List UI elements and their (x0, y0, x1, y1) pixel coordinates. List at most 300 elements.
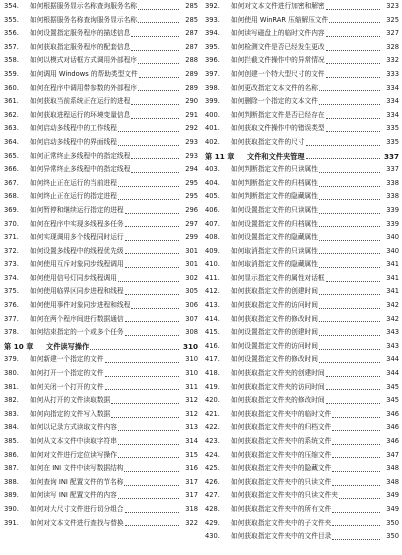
toc-entry (205, 218, 399, 232)
toc-entry (4, 122, 198, 136)
leader-dots (138, 62, 179, 64)
page-number: 293 (185, 137, 198, 146)
entry-number: 420. (205, 396, 220, 405)
page-number: 285 (185, 15, 198, 24)
leader-dots (105, 375, 179, 377)
entry-title: 如何使用信号灯同步线程调用 (30, 273, 117, 282)
entry-number: 361. (4, 97, 19, 106)
toc-entry (205, 381, 399, 395)
entry-title: 如何设置指定文件的只读属性 (231, 205, 318, 214)
entry-title: 如何更改指定文本文件的名称 (231, 83, 318, 92)
entry-number: 407. (205, 219, 220, 228)
leader-dots (125, 266, 179, 268)
entry-title: 如何获取指定文件夹中的文件目录 (231, 532, 332, 541)
entry-title: 如何终止正在运行的当前进程 (30, 178, 117, 187)
page-number: 293 (185, 151, 198, 160)
entry-title: 如何删除一个指定的文本文件 (231, 97, 318, 106)
leader-dots (332, 524, 380, 526)
toc-entry (4, 503, 198, 517)
entry-title: 如何获取指定文件的创建时间 (231, 287, 318, 296)
toc-entry (4, 381, 198, 395)
entry-number: 392. (205, 2, 220, 10)
page-number: 339 (386, 205, 399, 214)
toc-entry (205, 313, 399, 327)
page-number: 285 (185, 2, 198, 10)
page-number: 328 (386, 42, 399, 51)
toc-entry (4, 218, 198, 232)
toc-entry (4, 82, 198, 96)
page-number: 337 (386, 165, 399, 174)
page-number: 343 (386, 341, 399, 350)
entry-title: 如何向指定的文件写入数据 (30, 409, 111, 418)
leader-dots (326, 130, 380, 132)
toc-entry (205, 517, 399, 531)
entry-number: 356. (4, 29, 19, 38)
chapter-heading (205, 150, 399, 164)
toc-entry (4, 177, 198, 191)
toc-entry (4, 258, 198, 272)
entry-number: 393. (205, 15, 220, 24)
page-number: 323 (386, 2, 399, 10)
leader-dots (125, 320, 179, 322)
leader-dots (118, 280, 179, 282)
page-number: 288 (185, 56, 198, 65)
toc-entry (205, 204, 399, 218)
entry-title: 如何正常终止多线程中的指定线程 (30, 151, 131, 160)
entry-title: 如何拦截文件操作中的异常情况 (231, 56, 325, 65)
entry-title: 如何使用事件对象同步进程和线程 (30, 301, 131, 310)
leader-dots (319, 348, 380, 350)
entry-number: 371. (4, 233, 19, 242)
entry-title: 如何使用互斥对象同步线程调用 (30, 260, 124, 269)
chapter-heading (4, 340, 198, 354)
entry-number: 404. (205, 178, 220, 187)
entry-title: 如何设置多线程中的线程优先级 (30, 246, 124, 255)
chapter-title: 文件和文件夹管理 (247, 151, 305, 161)
page-number: 317 (185, 477, 198, 486)
toc-entry (4, 517, 198, 531)
entry-number: 419. (205, 382, 220, 391)
entry-title: 如何从文本文件中读取字符串 (30, 437, 117, 445)
entry-number: 379. (4, 355, 19, 364)
toc-entry (205, 408, 399, 422)
toc-entry (4, 14, 198, 28)
leader-dots (131, 307, 179, 309)
page-number: 311 (185, 382, 198, 391)
leader-dots (131, 157, 179, 159)
toc-entry (4, 462, 198, 476)
entry-number: 417. (205, 355, 220, 364)
leader-dots (118, 429, 179, 431)
entry-title: 如何对文本文件进行加密和解密 (231, 2, 325, 10)
entry-number: 364. (4, 137, 19, 146)
leader-dots (139, 76, 179, 78)
entry-number: 370. (4, 219, 19, 228)
entry-number: 381. (4, 382, 19, 391)
entry-number: 403. (205, 165, 220, 174)
leader-dots (326, 280, 380, 282)
entry-title: 如何显示指定文件的属性对话框 (231, 273, 325, 282)
toc-entry (4, 449, 198, 463)
page-number: 343 (386, 328, 399, 337)
leader-dots (105, 361, 179, 363)
leader-dots (118, 198, 179, 200)
page-number: 296 (185, 205, 198, 214)
toc-entry (4, 326, 198, 340)
leader-dots (326, 402, 380, 404)
leader-dots (319, 103, 380, 105)
entry-number: 384. (4, 423, 19, 432)
toc-entry (205, 272, 399, 286)
entry-title: 如何使用临界区同步进程和线程 (30, 287, 124, 296)
entry-number: 424. (205, 450, 220, 459)
page-number: 301 (185, 260, 198, 269)
toc-entry (205, 435, 399, 449)
page-number: 341 (386, 287, 399, 296)
page-number: 297 (185, 219, 198, 228)
toc-entry (205, 299, 399, 313)
page-number: 350 (386, 532, 399, 541)
toc-entry (4, 109, 198, 123)
entry-title: 如何在程序中调用带参数的外部程序 (30, 83, 137, 92)
toc-entry (205, 421, 399, 435)
leader-dots (319, 198, 380, 200)
entry-title: 如何获取文件操作中的错误类型 (231, 124, 325, 133)
toc-entry (205, 41, 399, 55)
page-number: 312 (185, 409, 198, 418)
entry-title: 如何异常终止多线程中的指定线程 (30, 165, 131, 174)
leader-dots (306, 144, 380, 146)
page-number: 344 (386, 355, 399, 364)
entry-title: 如何读写 INI 配置文件的内容 (30, 491, 117, 500)
entry-title: 如何检测文件是否已经发生更改 (231, 42, 325, 51)
toc-entry (4, 408, 198, 422)
page-number: 312 (185, 396, 198, 405)
entry-title: 如何新建一个指定的文件 (30, 355, 104, 364)
leader-dots (326, 62, 380, 64)
page-number: 291 (185, 110, 198, 119)
page-number: 289 (185, 83, 198, 92)
leader-dots (131, 171, 179, 173)
page-number: 290 (185, 97, 198, 106)
entry-number: 391. (4, 518, 19, 527)
entry-title: 如何以记录方式读取文件内容 (30, 423, 117, 432)
toc-entry (205, 449, 399, 463)
toc-entry (4, 190, 198, 204)
entry-title: 如何获取指定文件夹中的隐藏文件 (231, 464, 332, 473)
page-number: 347 (386, 450, 399, 459)
leader-dots (111, 402, 179, 404)
page-number: 322 (185, 518, 198, 527)
toc-entry (4, 204, 198, 218)
toc-entry (4, 489, 198, 503)
toc-entry (4, 353, 198, 367)
leader-dots (326, 76, 380, 78)
entry-number: 394. (205, 29, 220, 38)
leader-dots (125, 293, 179, 295)
entry-title: 如何在程序中实现多线程多任务 (30, 219, 124, 228)
toc-entry (205, 462, 399, 476)
toc-right-column (205, 0, 399, 544)
leader-dots (131, 103, 179, 105)
entry-number: 390. (4, 504, 19, 513)
entry-title: 如何查询 INI 配置文件的节名称 (30, 477, 124, 486)
entry-number: 387. (4, 464, 19, 473)
page-number: 334 (386, 97, 399, 106)
page-number: 289 (185, 69, 198, 78)
entry-title: 如何从打开的文件读取数据 (30, 396, 111, 405)
page-number: 315 (185, 450, 198, 459)
leader-dots (326, 8, 380, 10)
entry-title: 如何启动多线程中的工作线程 (30, 124, 117, 133)
entry-number: 428. (205, 504, 220, 513)
entry-title: 如何获取指定文件夹的访问时间 (231, 382, 325, 391)
page-number: 334 (386, 83, 399, 92)
entry-title: 如何实现调用多个线程同时运行 (30, 233, 124, 242)
leader-dots (306, 157, 380, 159)
entry-title: 如何关闭一个打开的文件 (30, 382, 104, 391)
page-number: 310 (185, 369, 198, 378)
entry-title: 如何取消指定文件的只读属性 (231, 246, 318, 255)
page-number: 338 (386, 192, 399, 201)
leader-dots (319, 293, 380, 295)
leader-dots (332, 456, 380, 458)
leader-dots (329, 21, 380, 23)
toc-entry (205, 14, 399, 28)
entry-title: 如何判断指定文件的只读属性 (231, 165, 318, 174)
leader-dots (332, 416, 380, 418)
leader-dots (118, 185, 179, 187)
page-number: 342 (386, 314, 399, 323)
entry-title: 如何获取指定文件夹中的系统文件 (231, 437, 332, 445)
entry-number: 362. (4, 110, 19, 119)
toc-left-column (4, 0, 198, 530)
leader-dots (131, 49, 179, 51)
entry-title: 如何获取指定文件夹的创建时间 (231, 369, 325, 378)
entry-number: 354. (4, 2, 19, 10)
toc-entry (4, 54, 198, 68)
entry-number: 418. (205, 369, 220, 378)
entry-title: 如何获取进程运行的环境变量信息 (30, 110, 131, 119)
entry-title: 如何获取指定文件夹的修改时间 (231, 396, 325, 405)
entry-number: 411. (205, 273, 220, 282)
toc-entry (205, 0, 399, 14)
page-number: 299 (185, 233, 198, 242)
toc-entry (4, 421, 198, 435)
toc-entry (205, 136, 399, 150)
entry-title: 如何获取指定服务程序的配套信息 (30, 42, 131, 51)
entry-number: 388. (4, 477, 19, 486)
page-number: 338 (386, 178, 399, 187)
page-number: 333 (386, 69, 399, 78)
entry-number: 415. (205, 328, 220, 337)
toc-entry (205, 163, 399, 177)
leader-dots (326, 35, 380, 37)
page-number: 287 (185, 42, 198, 51)
leader-dots (326, 117, 380, 119)
leader-dots (319, 225, 380, 227)
entry-number: 414. (205, 314, 220, 323)
entry-title: 如何暂停和继续运行指定的进程 (30, 205, 124, 214)
entry-number: 372. (4, 246, 19, 255)
toc-entry (4, 313, 198, 327)
toc-entry (205, 68, 399, 82)
entry-number: 376. (4, 301, 19, 310)
entry-number: 357. (4, 42, 19, 51)
chapter-title: 文件读写操作 (46, 341, 90, 351)
entry-number: 405. (205, 192, 220, 201)
entry-title: 如何设置指定文件的归档属性 (231, 219, 318, 228)
entry-number: 427. (205, 491, 220, 500)
page-number: 310 (185, 355, 198, 364)
entry-number: 421. (205, 409, 220, 418)
entry-title: 如何获取指定文件夹中的子文件夹 (231, 518, 332, 527)
leader-dots (138, 21, 179, 23)
toc-entry (4, 231, 198, 245)
entry-number: 367. (4, 178, 19, 187)
entry-number: 429. (205, 518, 220, 527)
page-number: 327 (386, 29, 399, 38)
leader-dots (339, 497, 380, 499)
entry-title: 如何结束指定的一个或多个任务 (30, 328, 124, 337)
entry-number: 412. (205, 287, 220, 296)
toc-entry (4, 95, 198, 109)
entry-number: 377. (4, 314, 19, 323)
page-number: 317 (185, 491, 198, 500)
page-number: 318 (185, 504, 198, 513)
leader-dots (111, 416, 179, 418)
page-number: 287 (185, 29, 198, 38)
toc-entry (205, 190, 399, 204)
entry-number: 389. (4, 491, 19, 500)
leader-dots (319, 185, 380, 187)
toc-entry (205, 27, 399, 41)
leader-dots (125, 252, 179, 254)
page-number: 314 (185, 437, 198, 445)
entry-number: 406. (205, 205, 220, 214)
leader-dots (90, 348, 179, 350)
entry-number: 355. (4, 15, 19, 24)
toc-entry (205, 367, 399, 381)
entry-number: 382. (4, 396, 19, 405)
toc-entry (205, 489, 399, 503)
page-number: 339 (386, 219, 399, 228)
page-number: 294 (185, 165, 198, 174)
leader-dots (118, 130, 179, 132)
toc-entry (4, 272, 198, 286)
entry-title: 如何创建一个特大型尺寸的文件 (231, 69, 325, 78)
entry-number: 398. (205, 83, 220, 92)
entry-title: 如何获取指定文件夹中的只读文件 (231, 477, 332, 486)
leader-dots (326, 375, 380, 377)
page-number: 292 (185, 124, 198, 133)
entry-title: 如何设置指定服务程序的描述信息 (30, 29, 131, 38)
toc-entry (4, 163, 198, 177)
entry-number: 422. (205, 423, 220, 432)
toc-entry (4, 285, 198, 299)
entry-title: 如何根据服务显示名称查询服务名称 (30, 2, 137, 10)
page-number: 345 (386, 396, 399, 405)
entry-title: 如何判断指定文件的归档属性 (231, 178, 318, 187)
entry-title: 如何获取指定文件的访问时间 (231, 301, 318, 310)
leader-dots (319, 252, 380, 254)
leader-dots (332, 538, 380, 540)
leader-dots (125, 524, 179, 526)
page-number: 301 (185, 246, 198, 255)
leader-dots (125, 239, 179, 241)
leader-dots (118, 144, 179, 146)
entry-number: 386. (4, 450, 19, 459)
page-number: 344 (386, 369, 399, 378)
toc-entry (205, 258, 399, 272)
entry-number: 360. (4, 83, 19, 92)
entry-number: 410. (205, 260, 220, 269)
entry-title: 如何设置指定文件的访问时间 (231, 341, 318, 350)
entry-title: 如何对文件进行定位读写操作 (30, 450, 117, 459)
entry-number: 423. (205, 437, 220, 445)
leader-dots (118, 497, 179, 499)
page-number: 307 (185, 314, 198, 323)
chapter-number: 第 11 章 (205, 151, 235, 161)
leader-dots (118, 443, 179, 445)
entry-number: 363. (4, 124, 19, 133)
entry-title: 如何根据服务名称查询服务显示名称 (30, 15, 137, 24)
toc-entry (205, 122, 399, 136)
toc-entry (4, 0, 198, 14)
chapter-number: 第 10 章 (4, 341, 34, 351)
page-number: 340 (386, 233, 399, 242)
toc-entry (4, 476, 198, 490)
entry-number: 380. (4, 369, 19, 378)
toc-entry (205, 340, 399, 354)
leader-dots (319, 89, 380, 91)
leader-dots (319, 171, 380, 173)
leader-dots (125, 334, 179, 336)
entry-number: 413. (205, 301, 220, 310)
entry-title: 如何获取指定文件夹中的临时文件 (231, 409, 332, 418)
entry-title: 如何启动多线程中的界面线程 (30, 137, 117, 146)
page-number: 348 (386, 464, 399, 473)
page-number: 335 (386, 137, 399, 146)
toc-entry (4, 299, 198, 313)
leader-dots (105, 388, 179, 390)
entry-title: 如何设置指定文件的修改时间 (231, 355, 318, 364)
page-number: 349 (386, 504, 399, 513)
entry-number: 365. (4, 151, 19, 160)
page-number: 302 (185, 273, 198, 282)
toc-entry (205, 245, 399, 259)
toc-entry (205, 82, 399, 96)
entry-number: 358. (4, 56, 19, 65)
entry-title: 如何读写磁盘上的临时文件内容 (231, 29, 325, 38)
entry-title: 如何在两个程序间进行数据通信 (30, 314, 124, 323)
leader-dots (319, 239, 380, 241)
entry-number: 378. (4, 328, 19, 337)
toc-entry (205, 285, 399, 299)
leader-dots (131, 35, 179, 37)
page-number: 342 (386, 301, 399, 310)
leader-dots (125, 225, 179, 227)
entry-number: 375. (4, 287, 19, 296)
leader-dots (125, 212, 179, 214)
entry-title: 如何获取指定文件夹中的只读文件夹 (231, 491, 338, 500)
page-number: 340 (386, 246, 399, 255)
page-number: 349 (386, 491, 399, 500)
toc-entry (205, 394, 399, 408)
entry-number: 366. (4, 165, 19, 174)
leader-dots (118, 456, 179, 458)
leader-dots (319, 307, 380, 309)
